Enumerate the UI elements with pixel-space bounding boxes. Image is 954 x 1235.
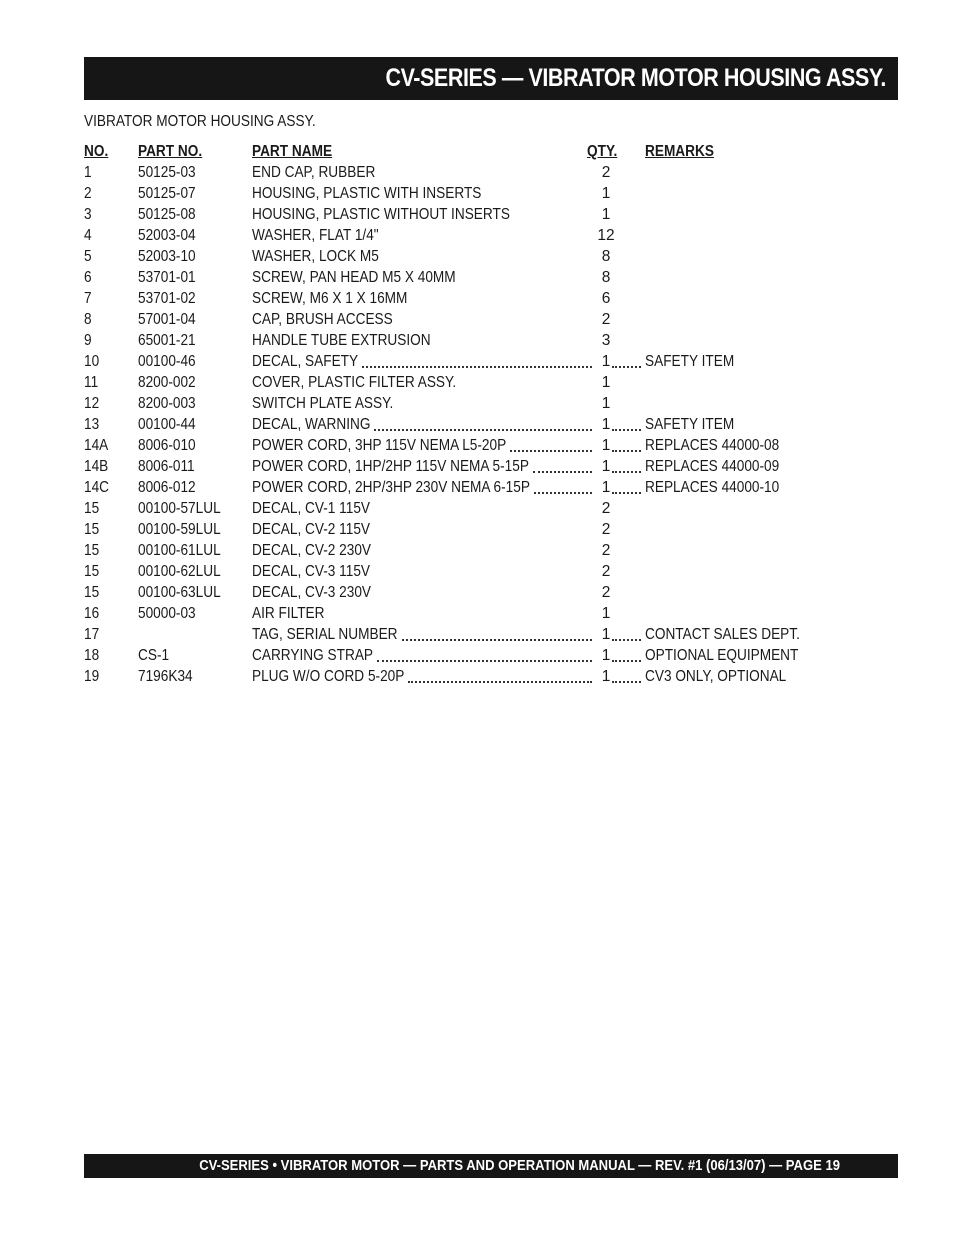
part-number: CS-1 [138, 647, 170, 664]
dot-leader [612, 639, 641, 641]
table-row [84, 625, 844, 646]
dot-leader [612, 681, 641, 683]
part-number-index: 19 [84, 668, 100, 685]
part-number: 57001-04 [138, 311, 196, 328]
dot-leader [612, 492, 641, 494]
dot-leader [612, 450, 641, 452]
part-name: WASHER, FLAT 1/4" [252, 227, 379, 244]
part-name: HOUSING, PLASTIC WITH INSERTS [252, 185, 482, 202]
part-number: 50125-07 [138, 185, 196, 202]
dot-leader [408, 681, 592, 683]
part-number: 00100-61LUL [138, 542, 221, 559]
dot-leader [612, 660, 641, 662]
part-qty: 8 [601, 269, 611, 286]
part-number: 8200-002 [138, 374, 196, 391]
part-number-index: 3 [84, 206, 92, 223]
part-number-index: 11 [84, 374, 99, 391]
part-number: 65001-21 [138, 332, 196, 349]
part-qty: 1 [601, 458, 611, 475]
table-row [84, 415, 844, 436]
part-number: 8006-010 [138, 437, 196, 454]
part-number-index: 1 [84, 164, 92, 181]
table-row [84, 646, 844, 667]
table-row [84, 457, 844, 478]
part-remarks: SAFETY ITEM [645, 416, 735, 433]
part-name: DECAL, CV-2 115V [252, 521, 371, 538]
part-name: CAP, BRUSH ACCESS [252, 311, 393, 328]
part-number-index: 7 [84, 290, 92, 307]
part-number: 52003-10 [138, 248, 196, 265]
part-qty: 2 [601, 542, 611, 559]
table-row [84, 205, 844, 226]
parts-table [84, 142, 844, 688]
part-number: 7196K34 [138, 668, 193, 685]
part-qty: 1 [601, 605, 611, 622]
part-number-index: 17 [84, 626, 100, 643]
dot-leader [362, 366, 592, 368]
part-remarks: CONTACT SALES DEPT. [645, 626, 800, 643]
part-number: 8006-011 [138, 458, 195, 475]
part-number: 53701-02 [138, 290, 196, 307]
dot-leader [374, 429, 592, 431]
part-number-index: 15 [84, 584, 100, 601]
header-part-name: PART NAME [252, 143, 333, 160]
dot-leader [534, 492, 592, 494]
table-row [84, 436, 844, 457]
dot-leader [612, 366, 641, 368]
part-name: WASHER, LOCK M5 [252, 248, 379, 265]
part-number-index: 12 [84, 395, 100, 412]
part-number-index: 2 [84, 185, 92, 202]
part-name: DECAL, CV-1 115V [252, 500, 371, 517]
part-number: 00100-44 [138, 416, 196, 433]
part-qty: 1 [601, 206, 611, 223]
part-qty: 1 [601, 374, 611, 391]
part-qty: 2 [601, 164, 611, 181]
part-qty: 2 [601, 584, 611, 601]
part-name: SCREW, PAN HEAD M5 X 40MM [252, 269, 456, 286]
table-row [84, 394, 844, 415]
part-qty: 1 [601, 647, 611, 664]
table-row [84, 289, 844, 310]
table-row [84, 247, 844, 268]
table-row [84, 331, 844, 352]
header-qty: QTY. [587, 143, 618, 160]
part-number: 00100-63LUL [138, 584, 221, 601]
table-row [84, 478, 844, 499]
part-qty: 2 [601, 311, 611, 328]
part-qty: 8 [601, 248, 611, 265]
part-name: HANDLE TUBE EXTRUSION [252, 332, 431, 349]
part-number: 00100-46 [138, 353, 196, 370]
part-qty: 6 [601, 290, 611, 307]
part-name: POWER CORD, 3HP 115V NEMA L5-20P [252, 437, 507, 454]
table-row [84, 667, 844, 688]
part-name: TAG, SERIAL NUMBER [252, 626, 398, 643]
dot-leader [377, 660, 592, 662]
part-name: HOUSING, PLASTIC WITHOUT INSERTS [252, 206, 510, 223]
part-name: SCREW, M6 X 1 X 16MM [252, 290, 408, 307]
part-remarks: REPLACES 44000-08 [645, 437, 780, 454]
dot-leader [612, 471, 641, 473]
footer-bar [84, 1154, 898, 1178]
part-number-index: 15 [84, 500, 100, 517]
part-number: 00100-57LUL [138, 500, 221, 517]
part-number-index: 13 [84, 416, 100, 433]
part-remarks: REPLACES 44000-09 [645, 458, 780, 475]
part-qty: 2 [601, 500, 611, 517]
table-row [84, 163, 844, 184]
part-qty: 1 [601, 437, 611, 454]
header-remarks: REMARKS [645, 143, 714, 160]
part-remarks: REPLACES 44000-10 [645, 479, 780, 496]
part-name: DECAL, CV-2 230V [252, 542, 372, 559]
part-qty: 2 [601, 521, 611, 538]
part-name: AIR FILTER [252, 605, 325, 622]
part-number: 53701-01 [138, 269, 196, 286]
part-number-index: 9 [84, 332, 92, 349]
part-qty: 1 [601, 395, 611, 412]
part-number: 8200-003 [138, 395, 196, 412]
part-qty: 1 [601, 626, 611, 643]
part-number-index: 15 [84, 563, 100, 580]
part-qty: 1 [601, 668, 611, 685]
part-qty: 1 [601, 353, 611, 370]
table-row [84, 562, 844, 583]
part-name: END CAP, RUBBER [252, 164, 376, 181]
part-number-index: 6 [84, 269, 92, 286]
part-name: POWER CORD, 1HP/2HP 115V NEMA 5-15P [252, 458, 529, 475]
table-row [84, 373, 844, 394]
dot-leader [402, 639, 592, 641]
part-number: 00100-59LUL [138, 521, 221, 538]
table-row [84, 604, 844, 625]
dot-leader [510, 450, 592, 452]
part-name: DECAL, CV-3 230V [252, 584, 372, 601]
footer-text: CV-SERIES • VIBRATOR MOTOR — PARTS AND OPERATION MANUAL — REV. #1 (06/13/07) — PAGE 19 [199, 1158, 840, 1174]
part-number-index: 8 [84, 311, 92, 328]
part-qty: 1 [601, 479, 611, 496]
part-number-index: 14B [84, 458, 109, 475]
part-remarks: SAFETY ITEM [645, 353, 735, 370]
part-name: POWER CORD, 2HP/3HP 230V NEMA 6-15P [252, 479, 530, 496]
dot-leader [533, 471, 592, 473]
part-qty: 1 [601, 416, 611, 433]
part-number-index: 14A [84, 437, 109, 454]
header-no: NO. [84, 143, 109, 160]
dot-leader [612, 429, 641, 431]
table-row [84, 310, 844, 331]
table-row [84, 541, 844, 562]
part-number-index: 4 [84, 227, 92, 244]
page-title: CV-SERIES — VIBRATOR MOTOR HOUSING ASSY. [385, 64, 886, 92]
table-row [84, 184, 844, 205]
table-row [84, 268, 844, 289]
part-name: DECAL, SAFETY [252, 353, 359, 370]
part-name: CARRYING STRAP [252, 647, 374, 664]
part-number-index: 14C [84, 479, 110, 496]
table-header-row [84, 142, 844, 163]
table-row [84, 226, 844, 247]
part-name: DECAL, WARNING [252, 416, 371, 433]
part-name: SWITCH PLATE ASSY. [252, 395, 394, 412]
section-label: VIBRATOR MOTOR HOUSING ASSY. [84, 113, 316, 130]
part-qty: 1 [601, 185, 611, 202]
header-part-no: PART NO. [138, 143, 203, 160]
part-number: 50125-08 [138, 206, 196, 223]
table-row [84, 499, 844, 520]
part-number-index: 5 [84, 248, 92, 265]
part-remarks: CV3 ONLY, OPTIONAL [645, 668, 787, 685]
part-name: DECAL, CV-3 115V [252, 563, 371, 580]
table-row [84, 583, 844, 604]
part-number-index: 10 [84, 353, 100, 370]
part-number-index: 16 [84, 605, 100, 622]
part-qty: 2 [601, 563, 611, 580]
table-row [84, 520, 844, 541]
part-number: 50000-03 [138, 605, 196, 622]
part-name: PLUG W/O CORD 5-20P [252, 668, 405, 685]
part-number: 52003-04 [138, 227, 196, 244]
table-row [84, 352, 844, 373]
part-name: COVER, PLASTIC FILTER ASSY. [252, 374, 457, 391]
part-qty: 12 [597, 227, 615, 244]
part-qty: 3 [601, 332, 611, 349]
page-title-bar [84, 57, 898, 100]
part-remarks: OPTIONAL EQUIPMENT [645, 647, 799, 664]
part-number-index: 15 [84, 542, 100, 559]
part-number-index: 18 [84, 647, 100, 664]
part-number-index: 15 [84, 521, 100, 538]
part-number: 8006-012 [138, 479, 196, 496]
part-number: 50125-03 [138, 164, 196, 181]
part-number: 00100-62LUL [138, 563, 221, 580]
table-body [84, 163, 844, 688]
